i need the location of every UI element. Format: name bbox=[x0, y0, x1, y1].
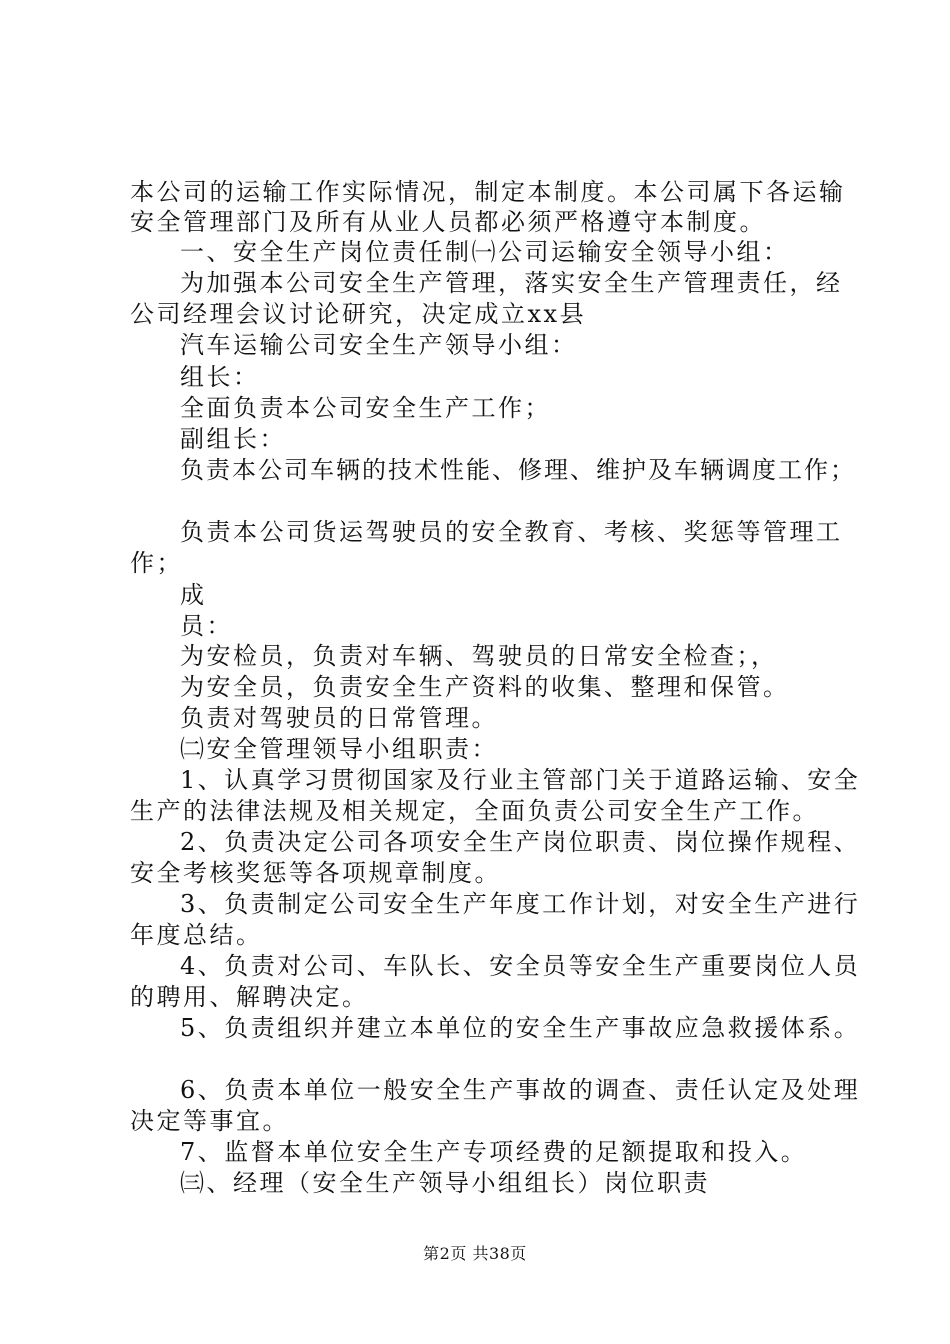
body-line: 全面负责本公司安全生产工作； bbox=[180, 394, 551, 422]
body-line: 负责本公司货运驾驶员的安全教育、考核、奖惩等管理工 bbox=[180, 518, 843, 546]
body-line: 组长： bbox=[180, 363, 260, 391]
body-line: 为安全员，负责安全生产资料的收集、整理和保管。 bbox=[180, 673, 790, 701]
body-line: 副组长： bbox=[180, 425, 286, 453]
list-item: 3、负责制定公司安全生产年度工作计划，对安全生产进行 bbox=[180, 890, 861, 918]
list-item: 7、监督本单位安全生产专项经费的足额提取和投入。 bbox=[180, 1138, 808, 1166]
body-line: 为安检员，负责对车辆、驾驶员的日常安全检查；， bbox=[180, 642, 778, 670]
list-item: 6、负责本单位一般安全生产事故的调查、责任认定及处理 bbox=[180, 1076, 861, 1104]
section-heading: 一、安全生产岗位责任制㈠公司运输安全领导小组： bbox=[180, 238, 790, 266]
body-line: 安全管理部门及所有从业人员都必须严格遵守本制度。 bbox=[130, 208, 766, 236]
page-number-footer: 第2页 共38页 bbox=[423, 1244, 527, 1263]
section-heading: ㈡安全管理领导小组职责： bbox=[180, 735, 498, 763]
body-line: 汽车运输公司安全生产领导小组： bbox=[180, 331, 578, 359]
body-line: 作； bbox=[130, 549, 183, 577]
list-item: 1、认真学习贯彻国家及行业主管部门关于道路运输、安全 bbox=[180, 766, 861, 794]
list-item-continuation: 的聘用、解聘决定。 bbox=[130, 983, 369, 1011]
body-line: 为加强本公司安全生产管理，落实安全生产管理责任，经 bbox=[180, 269, 843, 297]
body-line: 成 bbox=[180, 581, 207, 609]
list-item-continuation: 生产的法律法规及相关规定，全面负责公司安全生产工作。 bbox=[130, 797, 819, 825]
list-item-continuation: 年度总结。 bbox=[130, 921, 263, 949]
list-item-continuation: 安全考核奖惩等各项规章制度。 bbox=[130, 859, 501, 887]
list-item: 4、负责对公司、车队长、安全员等安全生产重要岗位人员 bbox=[180, 952, 861, 980]
list-item-continuation: 决定等事宜。 bbox=[130, 1107, 289, 1135]
body-line: 员： bbox=[180, 612, 233, 640]
body-line: 公司经理会议讨论研究，决定成立xx县 bbox=[130, 300, 587, 328]
body-line: 本公司的运输工作实际情况，制定本制度。本公司属下各运输 bbox=[130, 178, 846, 206]
body-line: 负责对驾驶员的日常管理。 bbox=[180, 704, 498, 732]
list-item: 2、负责决定公司各项安全生产岗位职责、岗位操作规程、 bbox=[180, 828, 861, 856]
list-item: 5、负责组织并建立本单位的安全生产事故应急救援体系。 bbox=[180, 1014, 861, 1042]
section-heading: ㈢、经理（安全生产领导小组组长）岗位职责 bbox=[180, 1169, 710, 1197]
body-line: 负责本公司车辆的技术性能、修理、维护及车辆调度工作； bbox=[180, 456, 856, 484]
